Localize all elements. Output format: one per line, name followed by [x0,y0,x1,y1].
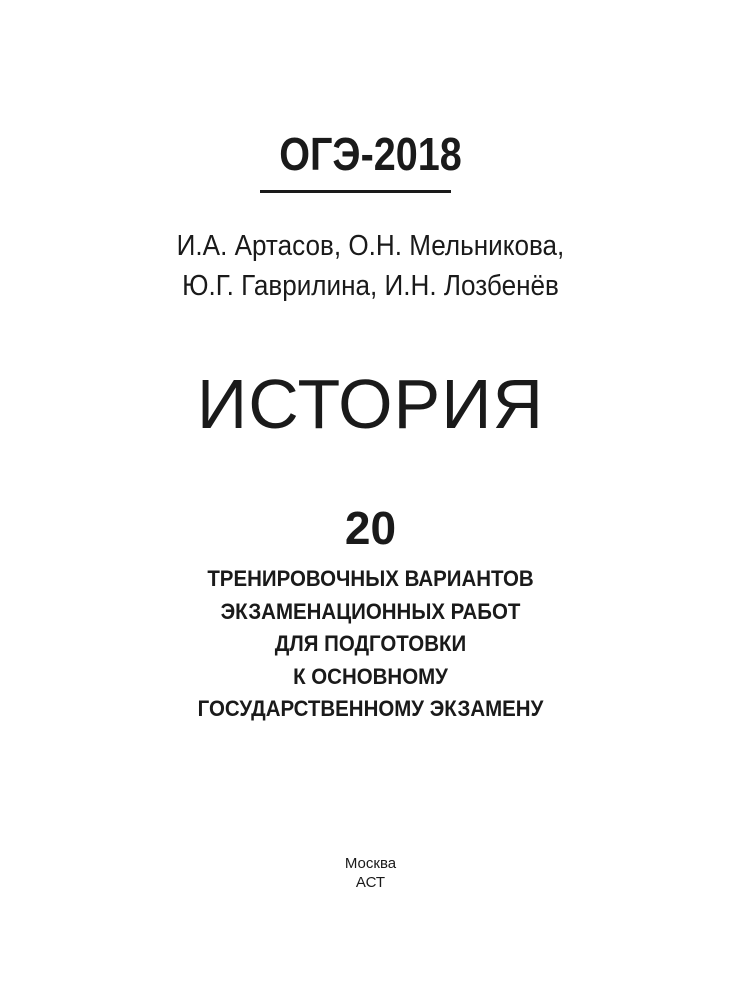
description-line-3: ДЛЯ ПОДГОТОВКИ [274,631,467,656]
imprint-city: Москва [344,855,397,872]
imprint-block [0,854,741,892]
authors-block [37,226,704,306]
description-line-4: К ОСНОВНОМУ [293,663,448,689]
subject-title: ИСТОРИЯ [196,365,545,443]
description-line-5: ГОСУДАРСТВЕННОМУ ЭКЗАМЕНУ [197,696,544,721]
description-line-1: ТРЕНИРОВОЧНЫХ ВАРИАНТОВ [207,566,534,591]
imprint-publisher: АСТ [355,874,386,891]
authors-line-2: Ю.Г. Гаврилина, И.Н. Лозбенёв [182,270,559,302]
variant-count: 20 [344,502,397,554]
description-block [26,563,715,726]
description-line-2: ЭКЗАМЕНАЦИОННЫХ РАБОТ [220,598,521,624]
series-title: ОГЭ-2018 [279,128,462,180]
authors-line-1: И.А. Артасов, О.Н. Мельникова, [176,230,565,262]
series-underline [260,190,451,193]
